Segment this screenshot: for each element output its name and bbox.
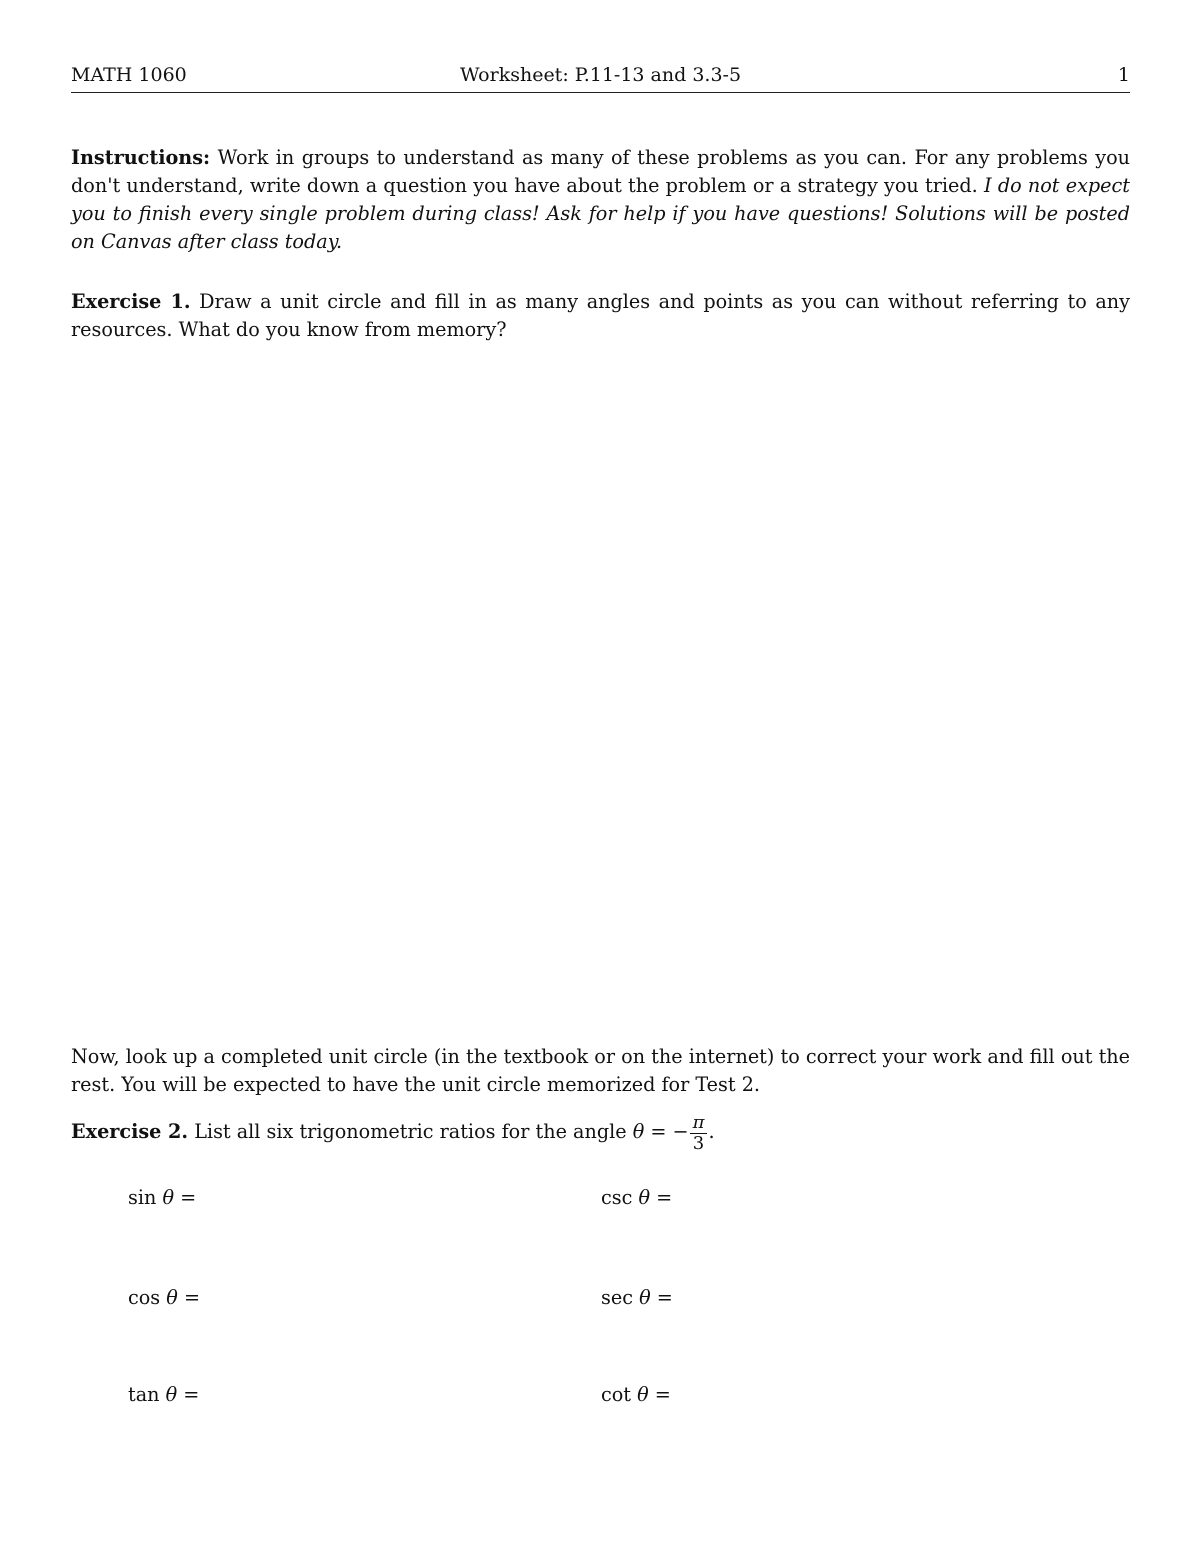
exercise-1 [71, 288, 1130, 344]
theta-symbol: θ [638, 1186, 651, 1209]
sec-ratio [601, 1286, 673, 1309]
cos-label: cos [128, 1286, 161, 1309]
exercise-2-label: Exercise 2. [71, 1120, 189, 1143]
equals-sign: = [654, 1383, 671, 1406]
page-number: 1 [1117, 64, 1130, 86]
angle-fraction [690, 1113, 708, 1154]
worksheet-title: Worksheet: P.11-13 and 3.3-5 [459, 64, 742, 86]
exercise-1-label: Exercise 1. [71, 290, 191, 313]
fraction-denominator: 3 [690, 1133, 708, 1154]
exercise-2 [71, 1108, 1130, 1156]
equals-sign: = [656, 1286, 673, 1309]
fraction-numerator: π [692, 1111, 705, 1133]
course-code: MATH 1060 [71, 64, 187, 86]
instructions-text: Work in groups to understand as many of these problems as you can. For any problems you don't understand, write down a question you have about the problem or a strategy you tried. [71, 146, 1130, 197]
page-header [71, 62, 1130, 93]
angle-trailing: . [708, 1120, 715, 1143]
followup-text: Now, look up a completed unit circle (in the textbook or on the internet) to correct your work and fill out the rest. You will be expected to have the unit circle memorized for Test 2. [71, 1045, 1130, 1096]
equals-sign: = [180, 1186, 197, 1209]
equals-sign: = [183, 1383, 200, 1406]
equals-sign: = [656, 1186, 673, 1209]
instructions-italic-text: I do not expect you to finish every single problem during class! Ask for help if you have questions! Solutions will be posted on Canvas after class today. [71, 174, 1130, 253]
theta-symbol: θ [165, 1383, 178, 1406]
sin-label: sin [128, 1186, 157, 1209]
instructions-label: Instructions: [71, 146, 211, 169]
exercise-2-text: List all six trigonometric ratios for the angle [194, 1120, 627, 1143]
tan-label: tan [128, 1383, 160, 1406]
followup-paragraph [71, 1043, 1130, 1099]
instructions-paragraph [71, 144, 1130, 256]
sin-ratio [128, 1186, 196, 1209]
theta-symbol: θ [166, 1286, 178, 1309]
exercise-1-text: Draw a unit circle and fill in as many angles and points as you can without referring to any resources. What do you know from memory? [71, 290, 1130, 341]
cot-ratio [601, 1383, 671, 1406]
theta-symbol: θ [637, 1383, 649, 1406]
cot-label: cot [601, 1383, 632, 1406]
sec-label: sec [601, 1286, 633, 1309]
theta-symbol: θ [639, 1286, 651, 1309]
theta-symbol: θ [162, 1186, 175, 1209]
cos-ratio [128, 1286, 200, 1309]
tan-ratio [128, 1383, 199, 1406]
csc-label: csc [601, 1186, 633, 1209]
equals-sign: = [183, 1286, 201, 1309]
csc-ratio [601, 1186, 672, 1209]
angle-lhs: θ = − [632, 1120, 689, 1143]
